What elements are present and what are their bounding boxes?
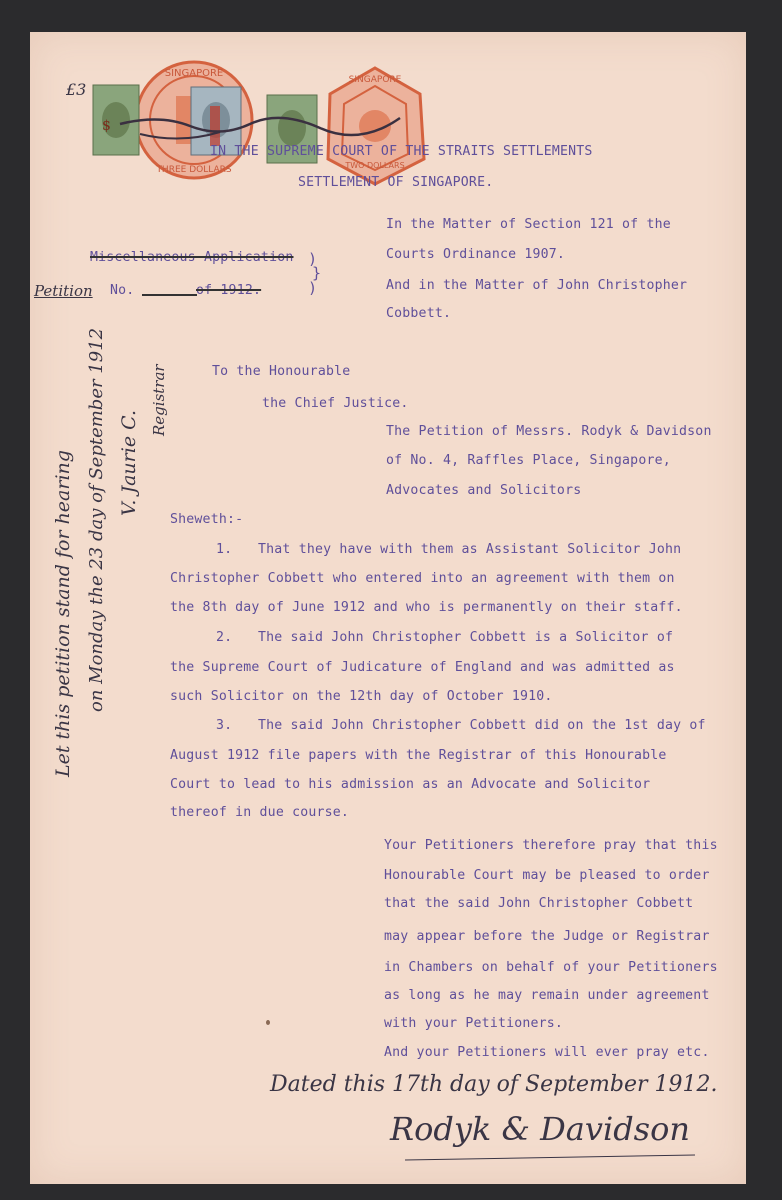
seal-left-bottom-text: THREE DOLLARS — [156, 165, 232, 175]
seal-right-top-text: SINGAPORE — [348, 75, 402, 85]
margin-order-line-1: Let this petition stand for hearing — [52, 450, 74, 777]
para-2-line-1: The said John Christopher Cobbett is a Solicitor of — [258, 630, 674, 645]
address-chief: the Chief Justice. — [262, 396, 409, 411]
paper-blemish — [266, 1020, 270, 1025]
firm-signature: Rodyk & Davidson — [390, 1110, 690, 1148]
prayer-line-5: in Chambers on behalf of your Petitioners — [384, 960, 718, 975]
dated-line: Dated this 17th day of September 1912. — [270, 1072, 718, 1097]
signature-underline — [405, 1154, 695, 1160]
para-1-line-3: the 8th day of June 1912 and who is permanently on their staff. — [170, 600, 683, 615]
address-to: To the Honourable — [212, 364, 351, 379]
stamp-area — [66, 54, 420, 194]
sheweth: Sheweth:- — [170, 512, 244, 527]
brace: ) — [308, 279, 318, 297]
prayer-line-3: that the said John Christopher Cobbett — [384, 896, 694, 911]
prayer-line-8: And your Petitioners will ever pray etc. — [384, 1045, 710, 1060]
petition-line-3: Advocates and Solicitors — [386, 483, 582, 498]
matter-line-2: Courts Ordinance 1907. — [386, 247, 566, 262]
seal-right-bottom-text: TWO DOLLARS — [345, 161, 405, 170]
petition-margin-note: Petition — [34, 282, 93, 300]
margin-registrar-signature: V. Jaurie C. — [118, 409, 140, 516]
settlement-heading: SETTLEMENT OF SINGAPORE. — [298, 175, 494, 190]
petition-line-2: of No. 4, Raffles Place, Singapore, — [386, 453, 671, 468]
brace: ) — [308, 250, 318, 268]
struck-application-title: Miscellaneous Application — [90, 250, 294, 265]
matter-line-3: And in the Matter of John Christopher — [386, 278, 688, 293]
matter-line-1: In the Matter of Section 121 of the — [386, 217, 671, 232]
corner-note: £3 — [66, 80, 87, 99]
para-1-line-1: That they have with them as Assistant Solicitor John — [258, 542, 682, 557]
svg-text:$: $ — [102, 118, 111, 134]
brace: } — [312, 264, 322, 282]
margin-registrar-role: Registrar — [150, 364, 168, 436]
court-heading: IN THE SUPREME COURT OF THE STRAITS SETTLEMENTS — [210, 144, 593, 159]
margin-order-line-2: on Monday the 23 day of September 1912 — [86, 327, 107, 712]
prayer-line-2: Honourable Court may be pleased to order — [384, 868, 710, 883]
application-no-line — [142, 294, 197, 296]
para-1-number: 1. — [216, 542, 233, 557]
prayer-line-7: with your Petitioners. — [384, 1016, 564, 1031]
para-3-line-1: The said John Christopher Cobbett did on the 1st day of — [258, 718, 706, 733]
para-2-number: 2. — [216, 630, 233, 645]
para-3-line-3: Court to lead to his admission as an Advocate and Solicitor — [170, 777, 651, 792]
prayer-line-1: Your Petitioners therefore pray that this — [384, 838, 718, 853]
para-3-line-4: thereof in due course. — [170, 805, 350, 820]
para-2-line-3: such Solicitor on the 12th day of October 1910. — [170, 689, 553, 704]
petition-line-1: The Petition of Messrs. Rodyk & Davidson — [386, 424, 712, 439]
para-2-line-2: the Supreme Court of Judicature of England and was admitted as — [170, 660, 675, 675]
document-page — [30, 32, 746, 1184]
matter-line-4: Cobbett. — [386, 306, 452, 321]
para-1-line-2: Christopher Cobbett who entered into an agreement with them on — [170, 571, 675, 586]
seal-left-top-text: SINGAPORE — [164, 68, 224, 79]
struck-year: of 1912. — [196, 283, 262, 298]
para-3-line-2: August 1912 file papers with the Registrar of this Honourable — [170, 748, 667, 763]
para-3-number: 3. — [216, 718, 233, 733]
cancellation-marks — [80, 54, 420, 194]
application-no-label: No. — [110, 283, 135, 298]
prayer-line-6: as long as he may remain under agreement — [384, 988, 710, 1003]
prayer-line-4: may appear before the Judge or Registrar — [384, 929, 710, 944]
